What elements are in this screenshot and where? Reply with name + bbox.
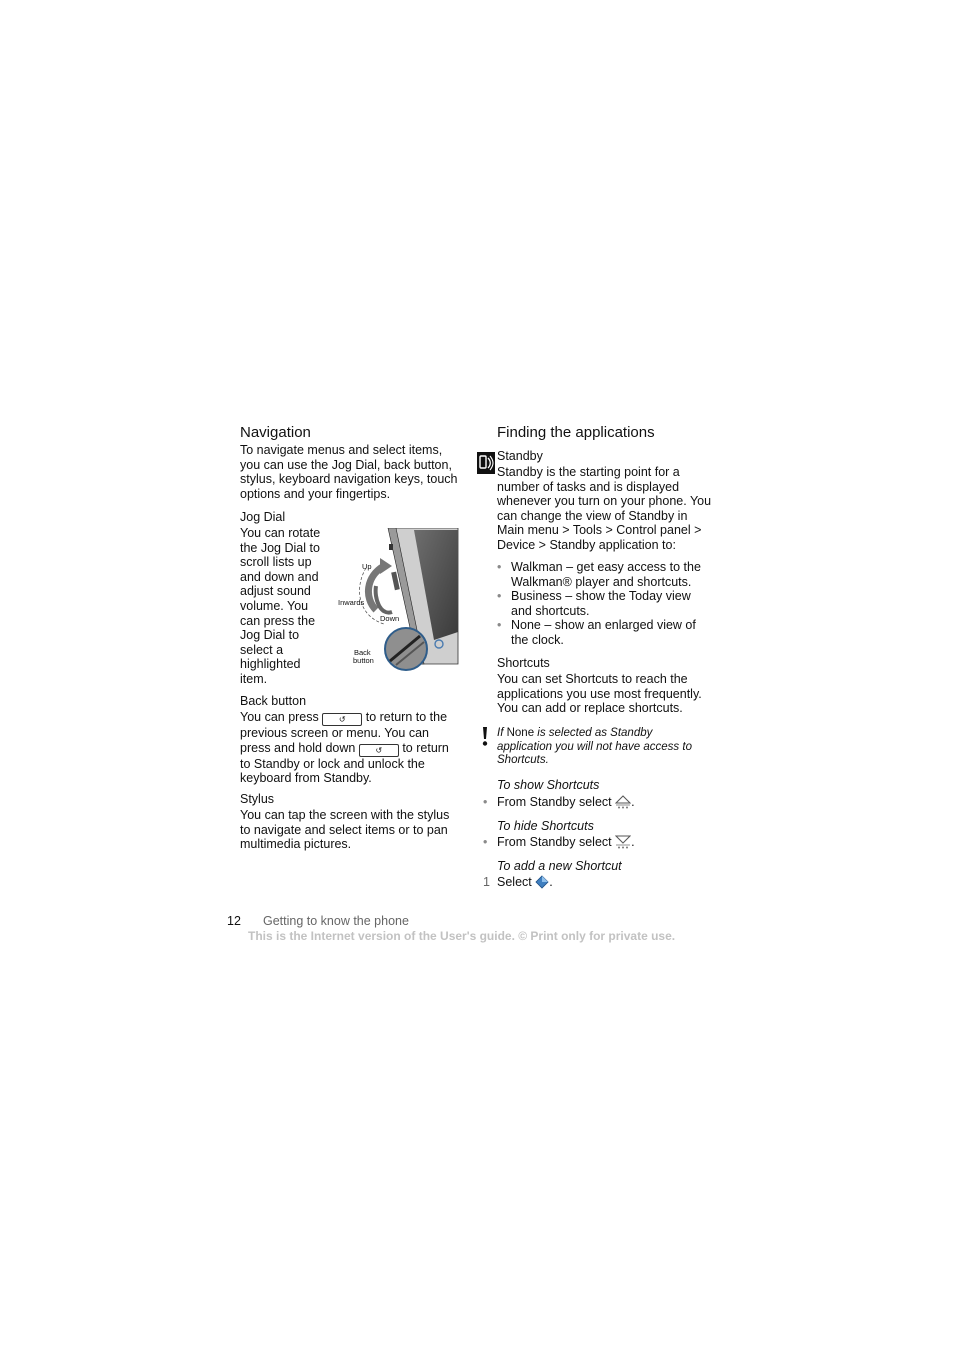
text-segment: – get easy access to the	[562, 560, 701, 574]
text-line: Shortcuts.	[497, 754, 549, 766]
text-segment: to:	[658, 537, 676, 552]
list-item	[483, 835, 723, 853]
list-item-text	[511, 589, 722, 618]
text-segment: – show the Today view	[561, 589, 691, 604]
text-line: You can add or replace shortcuts.	[497, 701, 683, 716]
label-button: button	[353, 656, 374, 665]
text-line: applications you use most frequently.	[497, 686, 702, 701]
text-line: Jog Dial to	[240, 628, 300, 643]
text-segment: press and hold down	[240, 740, 356, 755]
text-segment: – show an enlarged view of	[540, 618, 696, 633]
list-item	[497, 560, 722, 589]
stylus-text	[240, 808, 462, 852]
list-item	[497, 618, 722, 647]
option-term: Business	[511, 589, 562, 604]
back-key-icon: ↺	[359, 744, 399, 757]
hide-shortcuts-step	[483, 835, 723, 853]
bullet: •	[483, 835, 488, 849]
list-item-text	[497, 795, 723, 813]
list-item-text	[511, 560, 722, 589]
text-line	[240, 710, 462, 726]
text-line: the Jog Dial to	[240, 540, 320, 555]
standby-options-list	[497, 560, 722, 648]
text-line: whenever you turn on your phone. You	[497, 494, 712, 509]
text-segment: From Standby select	[497, 795, 612, 809]
section-title: Getting to know the phone	[263, 914, 409, 928]
standby-text	[497, 465, 722, 553]
bullet: •	[497, 589, 502, 604]
list-item-text	[497, 875, 723, 893]
add-shortcut-heading: To add a new Shortcut	[497, 859, 622, 873]
text-segment: and shortcuts.	[511, 603, 590, 618]
text-line: scroll lists up	[240, 555, 312, 570]
label-down: Down	[380, 614, 400, 623]
menu-path-line	[497, 538, 722, 553]
label-back: Back	[354, 648, 371, 657]
text-line: You can set Shortcuts to reach the	[497, 672, 688, 686]
list-item-text	[511, 618, 722, 647]
stylus-heading: Stylus	[240, 792, 275, 806]
page-number: 12	[227, 914, 241, 928]
text-line: highlighted	[240, 657, 301, 672]
text-segment: If	[497, 727, 507, 739]
shortcuts-text	[497, 672, 722, 716]
text-line: keyboard from Standby.	[240, 771, 372, 786]
show-shortcuts-heading: To show Shortcuts	[497, 778, 600, 792]
text-line: volume. You	[240, 598, 309, 613]
show-shortcuts-icon	[615, 795, 631, 813]
shortcuts-heading: Shortcuts	[497, 656, 550, 670]
label-up: Up	[362, 562, 372, 571]
text-segment: .	[631, 835, 635, 849]
menu-path-segment: Device > Standby application	[497, 537, 659, 552]
legal-notice: This is the Internet version of the User's guide. © Print only for private use.	[248, 929, 676, 943]
list-item-text	[497, 835, 723, 853]
text-segment: You can press	[240, 710, 319, 724]
text-line: select a	[240, 642, 284, 657]
menu-path-line: Main menu > Tools > Control panel >	[497, 523, 702, 538]
bullet: •	[483, 795, 488, 809]
exclamation-icon	[481, 727, 489, 747]
finding-applications-title: Finding the applications	[497, 424, 655, 441]
back-button-text	[240, 710, 462, 786]
text-segment: is selected as Standby	[534, 727, 653, 739]
bullet: •	[497, 560, 502, 574]
text-line: to navigate and select items or to pan	[240, 822, 448, 837]
list-item	[497, 589, 722, 618]
text-segment: Walkman® player and shortcuts.	[511, 574, 692, 589]
text-line	[240, 741, 462, 757]
text-line: adjust sound	[240, 584, 311, 599]
option-term: None	[511, 618, 541, 633]
option-term: Walkman	[511, 560, 563, 574]
standby-heading: Standby	[497, 449, 543, 463]
add-shortcut-step	[483, 875, 723, 893]
show-shortcuts-step	[483, 795, 723, 813]
list-item	[483, 795, 723, 813]
back-button-heading: Back button	[240, 694, 307, 708]
text-segment: to return	[402, 740, 449, 755]
text-line: number of tasks and is displayed	[497, 479, 680, 494]
text-segment: From Standby select	[497, 835, 612, 849]
list-item	[483, 875, 723, 893]
option-term: None	[506, 727, 535, 739]
text-line	[497, 727, 722, 741]
step-number: 1	[483, 875, 490, 889]
text-line: to Standby or lock and unlock the	[240, 756, 425, 771]
text-line: can change the view of Standby in	[497, 508, 688, 523]
text-line: Standby is the starting point for a	[497, 465, 680, 479]
text-line: multimedia pictures.	[240, 837, 352, 852]
navigation-title: Navigation	[240, 424, 311, 441]
hide-shortcuts-icon	[615, 835, 631, 853]
jog-dial-text	[240, 526, 335, 687]
text-line: You can rotate	[240, 526, 321, 540]
jog-dial-illustration	[336, 528, 460, 678]
text-segment: Select	[497, 875, 532, 889]
hide-shortcuts-heading: To hide Shortcuts	[497, 819, 594, 833]
text-line: can press the	[240, 613, 316, 628]
phone-tip-icon	[477, 452, 495, 474]
bullet: •	[497, 618, 502, 633]
label-inwards: Inwards	[338, 598, 365, 607]
text-segment: the clock.	[511, 632, 564, 647]
text-line: and down and	[240, 569, 319, 584]
navigation-intro: To navigate menus and select items, you can use the Jog Dial, back button, stylus, keyboard navigation keys, touch options and your fingertips.	[240, 443, 458, 501]
add-shortcut-icon	[535, 875, 549, 893]
shortcuts-note	[497, 727, 722, 768]
text-segment: .	[631, 795, 635, 809]
text-segment: to return to the	[365, 710, 448, 724]
text-line: item.	[240, 671, 268, 686]
text-line: application you will not have access to	[497, 740, 692, 753]
text-segment: .	[549, 875, 553, 889]
text-line: previous screen or menu. You can	[240, 726, 430, 740]
jog-dial-heading: Jog Dial	[240, 510, 286, 524]
back-key-icon: ↺	[322, 713, 362, 726]
text-line: You can tap the screen with the stylus	[240, 808, 450, 822]
